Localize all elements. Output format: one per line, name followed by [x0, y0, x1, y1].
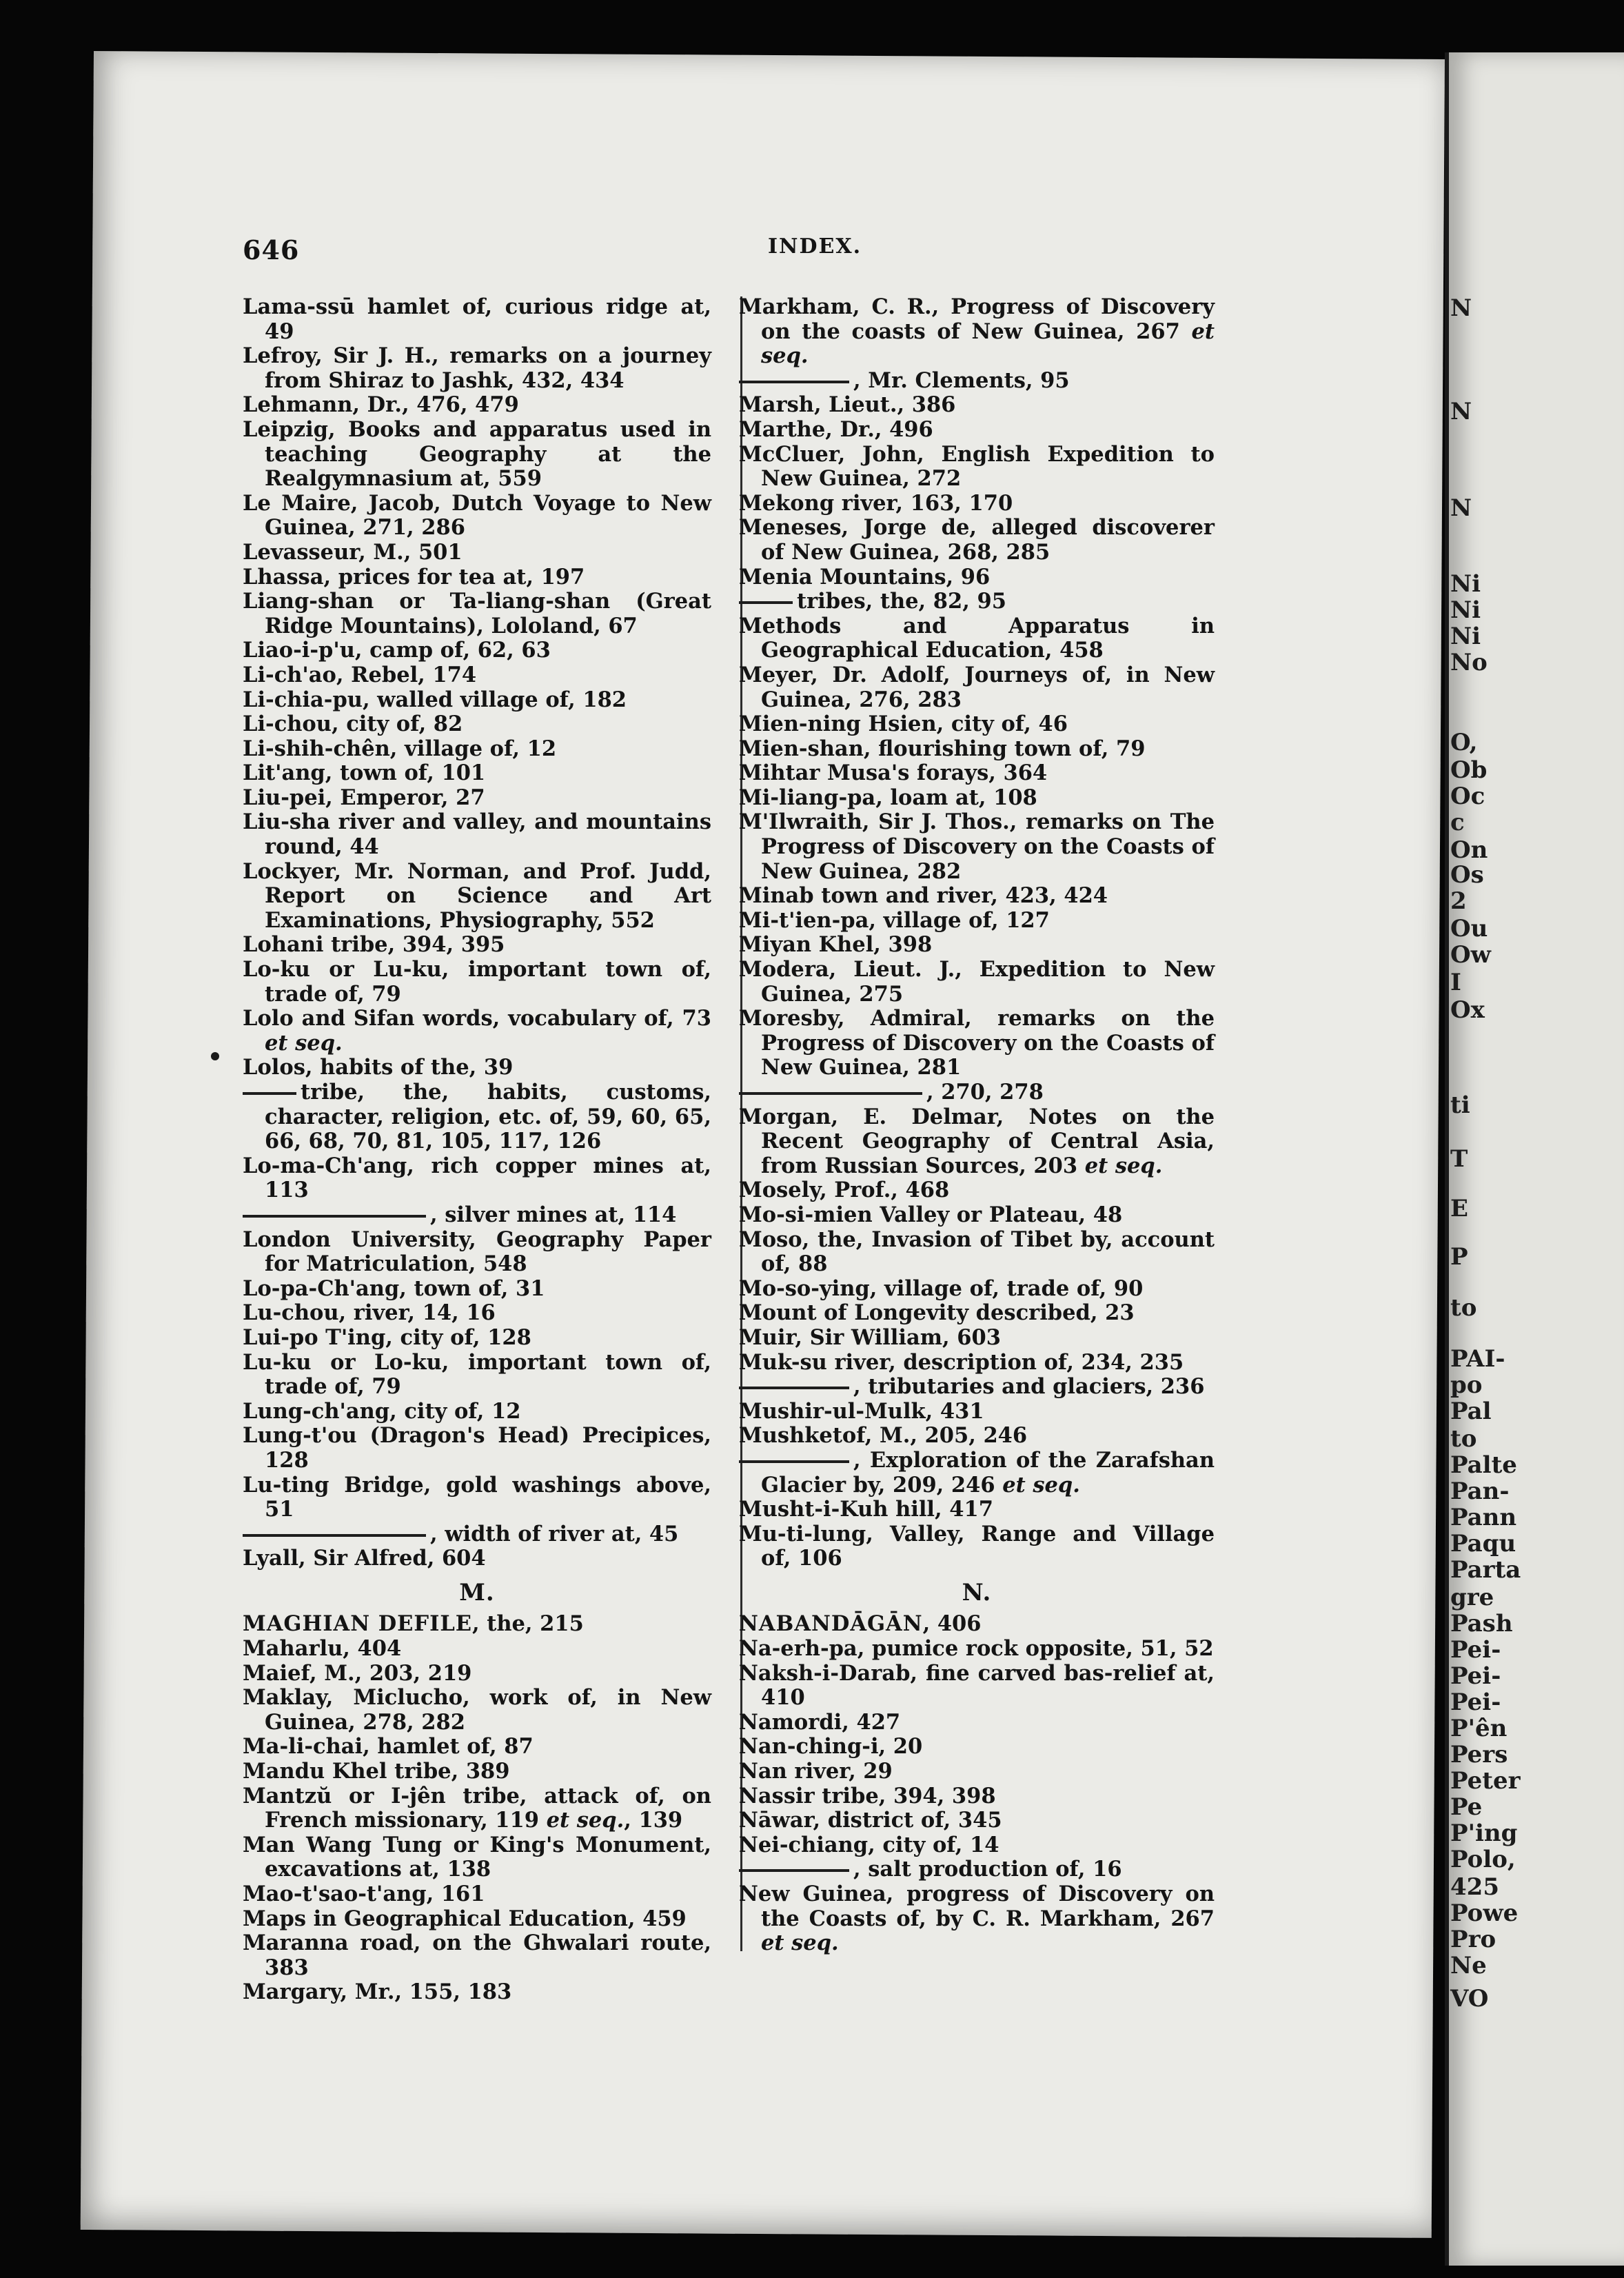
index-entry-text: Mihtar Musa's forays, 364	[739, 760, 1048, 786]
index-entry-text: Nan-ching-i, 20	[739, 1734, 923, 1760]
ditto-rule	[739, 601, 793, 604]
index-entry-text: Methods and Apparatus in Geographical Education, 458	[739, 613, 1215, 663]
index-entry	[739, 492, 1215, 516]
index-entry	[243, 1007, 711, 1056]
index-entry-text: Lolos, habits of the, 39	[243, 1055, 514, 1080]
index-entry-text: Lehmann, Dr., 476, 479	[243, 392, 519, 418]
index-entry	[739, 1203, 1215, 1228]
facing-page-fragment: Pe	[1450, 1793, 1483, 1821]
index-entry-text: Mu-ti-lung, Valley, Range and Village of, 106	[739, 1521, 1215, 1571]
index-entry	[243, 638, 711, 663]
facing-page-fragment: Os	[1450, 861, 1484, 889]
index-entry	[739, 1857, 1215, 1882]
ditto-rule	[739, 1092, 922, 1095]
index-entry-text: Lohani tribe, 394, 395	[243, 932, 505, 958]
facing-page-fragment: 425	[1450, 1873, 1499, 1901]
index-entry-text: Mi-t'ien-pa, village of, 127	[739, 907, 1050, 933]
facing-page-fragment: Pers	[1450, 1741, 1508, 1768]
index-entry	[243, 1080, 711, 1154]
facing-page-fragment: N	[1450, 294, 1472, 322]
index-entry	[739, 663, 1215, 712]
facing-page-fragment: Oc	[1450, 783, 1485, 810]
index-entry-text: Nei-chiang, city of, 14	[739, 1832, 999, 1857]
index-entry	[739, 1105, 1215, 1179]
index-entry	[739, 369, 1215, 394]
facing-page-fragment: Pei-	[1450, 1636, 1501, 1664]
index-entry-text: , tributaries and glaciers, 236	[853, 1374, 1205, 1400]
index-entry	[243, 1760, 711, 1784]
index-entry	[243, 1424, 711, 1473]
facing-page-fragment: T	[1450, 1145, 1468, 1173]
index-entry-text: Lui-po T'ing, city of, 128	[243, 1324, 531, 1350]
index-entry-text: Markham, C. R., Progress of Discovery on the coasts of New Guinea, 267 et seq.	[739, 294, 1215, 369]
index-column-left	[243, 295, 711, 2005]
index-entry-text: Morgan, E. Delmar, Notes on the Recent Geography of Central Asia, from Russian Sources, 203 et seq.	[739, 1104, 1215, 1178]
index-column-right	[739, 295, 1215, 1956]
facing-page-edge	[1445, 52, 1624, 2266]
index-entry-text: Muk-su river, description of, 234, 235	[739, 1349, 1184, 1375]
index-entry	[739, 1007, 1215, 1080]
index-entry-text: Liao-i-p'u, camp of, 62, 63	[243, 638, 551, 663]
index-entry-text: Le Maire, Jacob, Dutch Voyage to New Guinea, 271, 286	[243, 490, 711, 541]
index-entry	[739, 1424, 1215, 1449]
index-entry	[243, 1637, 711, 1662]
index-entry-text: Naksh-i-Darab, fine carved bas-relief at, 410	[739, 1660, 1215, 1711]
index-entry	[243, 1686, 711, 1735]
index-entry	[243, 860, 711, 934]
index-entry	[243, 786, 711, 811]
index-entry	[243, 958, 711, 1007]
facing-page-fragment: to	[1450, 1425, 1477, 1453]
index-entry-text: Mandu Khel tribe, 389	[243, 1759, 510, 1784]
facing-page-fragment: Powe	[1450, 1899, 1519, 1927]
index-entry	[739, 565, 1215, 590]
facing-page-fragment: Ox	[1450, 996, 1485, 1024]
index-entry-text: Mien-ning Hsien, city of, 46	[739, 712, 1068, 737]
facing-page-fragment: Polo,	[1450, 1846, 1516, 1873]
ditto-rule	[243, 1092, 296, 1095]
index-entry	[739, 443, 1215, 492]
index-entry-text: Mosely, Prof., 468	[739, 1178, 950, 1203]
index-entry	[739, 1637, 1215, 1662]
index-entry	[739, 418, 1215, 443]
index-entry-text: Lit'ang, town of, 101	[243, 760, 486, 786]
index-entry	[739, 1760, 1215, 1784]
index-entry	[739, 1449, 1215, 1498]
index-entry-text: Menia Mountains, 96	[739, 564, 991, 589]
index-entry-text: Mekong river, 163, 170	[739, 490, 1013, 516]
facing-page-fragment: Pann	[1450, 1504, 1517, 1531]
index-entry	[739, 1882, 1215, 1956]
index-entry-text: Mo-so-ying, village of, trade of, 90	[739, 1276, 1144, 1301]
index-entry	[243, 1882, 711, 1907]
index-entry-text: Nan river, 29	[739, 1759, 893, 1784]
index-entry	[739, 933, 1215, 958]
index-entry-text: Li-shih-chên, village of, 12	[243, 736, 557, 761]
index-entry	[243, 565, 711, 590]
index-entry-text: Modera, Lieut. J., Expedition to New Guinea, 275	[739, 957, 1215, 1007]
index-entry-text: Maranna road, on the Ghwalari route, 383	[243, 1931, 711, 1980]
index-entry-text: London University, Geography Paper for Matriculation, 548	[243, 1227, 711, 1277]
index-entry	[243, 295, 711, 344]
index-entry	[243, 1154, 711, 1203]
index-entry	[739, 1326, 1215, 1351]
index-entry-text: , width of river at, 45	[430, 1521, 679, 1546]
index-entry-text: tribe, the, habits, customs, character, religion, etc. of, 59, 60, 65, 66, 68, 70, 81, 105, 117, 126	[265, 1080, 711, 1154]
index-entry-text: Lung-ch'ang, city of, 12	[243, 1398, 521, 1424]
facing-page-fragment: Peter	[1450, 1767, 1521, 1795]
index-entry	[739, 1080, 1215, 1105]
index-entry-text: Lu-ting Bridge, gold washings above, 51	[243, 1472, 711, 1522]
index-entry-text: Levasseur, M., 501	[243, 539, 463, 565]
facing-page-fragment: PAI-	[1450, 1345, 1505, 1373]
index-entry-text: , 270, 278	[926, 1080, 1044, 1105]
facing-page-fragment: VO	[1450, 1985, 1489, 2013]
index-entry	[243, 418, 711, 492]
index-entry	[739, 393, 1215, 418]
index-entry	[243, 1546, 711, 1571]
index-entry-text: Lhassa, prices for tea at, 197	[243, 564, 585, 589]
facing-page-fragment: Paqu	[1450, 1530, 1516, 1558]
index-entry-text: Meneses, Jorge de, alleged discoverer of New Guinea, 268, 285	[739, 515, 1215, 565]
index-entry-text: Margary, Mr., 155, 183	[243, 1979, 512, 2005]
index-entry	[739, 295, 1215, 369]
index-entry-text: Mo-si-mien Valley or Plateau, 48	[739, 1202, 1123, 1227]
facing-page-fragment: Pro	[1450, 1926, 1496, 1953]
facing-page-fragment: Ni	[1450, 596, 1481, 624]
index-entry-text: Mount of Longevity described, 23	[739, 1300, 1135, 1326]
ditto-rule	[739, 1869, 849, 1872]
index-entry	[243, 1301, 711, 1326]
index-entry-text: , Mr. Clements, 95	[853, 367, 1070, 393]
index-entry	[739, 1351, 1215, 1375]
index-entry	[739, 1662, 1215, 1711]
index-entry-text: Marthe, Dr., 496	[739, 416, 933, 442]
index-entry	[243, 933, 711, 958]
index-entry	[243, 1228, 711, 1277]
index-entry-text: Lo-ma-Ch'ang, rich copper mines at, 113	[243, 1153, 711, 1203]
facing-page-fragment: I	[1450, 969, 1461, 996]
index-entry	[243, 1784, 711, 1833]
index-entry	[243, 589, 711, 638]
index-entry	[243, 1735, 711, 1760]
index-entry-text: Minab town and river, 423, 424	[739, 883, 1108, 909]
facing-page-fragment: Pash	[1450, 1610, 1513, 1637]
facing-page-fragment: P'ing	[1450, 1820, 1518, 1847]
section-letter-heading: N.	[962, 1578, 992, 1606]
index-entry	[243, 1473, 711, 1522]
index-entry	[739, 1375, 1215, 1400]
index-entry	[243, 1931, 711, 1980]
index-entry	[243, 393, 711, 418]
index-entry-text: McCluer, John, English Expedition to New Guinea, 272	[739, 441, 1215, 492]
index-entry-text: Mushketof, M., 205, 246	[739, 1423, 1028, 1449]
index-entry	[739, 1178, 1215, 1203]
facing-page-fragment: gre	[1450, 1584, 1494, 1611]
index-entry-text: Lo-pa-Ch'ang, town of, 31	[243, 1276, 545, 1301]
index-entry-text: Nāwar, district of, 345	[739, 1808, 1002, 1833]
index-entry-text: New Guinea, progress of Discovery on the Coasts of, by C. R. Markham, 267 et seq.	[739, 1882, 1215, 1956]
ditto-rule	[739, 1387, 849, 1389]
facing-page-fragment: O,	[1450, 729, 1478, 756]
index-entry	[739, 1277, 1215, 1302]
index-entry-text: , Exploration of the Zarafshan Glacier by, 209, 246 et seq.	[761, 1447, 1215, 1498]
index-entry	[739, 614, 1215, 663]
index-entry	[739, 712, 1215, 737]
facing-page-fragment: c	[1450, 809, 1465, 836]
index-entry	[739, 1301, 1215, 1326]
facing-page-fragment: Pal	[1450, 1398, 1492, 1425]
index-entry	[243, 1907, 711, 1932]
ditto-rule	[739, 381, 849, 383]
index-entry	[739, 1522, 1215, 1571]
index-entry	[243, 810, 711, 859]
facing-page-fragment: Ni	[1450, 570, 1481, 598]
facing-page-fragment: Ni	[1450, 623, 1481, 650]
index-entry-text: Li-chou, city of, 82	[243, 712, 463, 737]
index-entry-text: Maief, M., 203, 219	[243, 1660, 472, 1686]
index-entry-text: Namordi, 427	[739, 1709, 901, 1735]
index-entry	[739, 1228, 1215, 1277]
index-entry	[243, 712, 711, 737]
index-entry	[243, 1522, 711, 1547]
index-entry	[243, 663, 711, 688]
index-entry-text: MAGHIAN DEFILE, the, 215	[243, 1611, 584, 1637]
index-entry-text: Mantzŭ or I-jên tribe, attack of, on French missionary, 119 et seq., 139	[243, 1783, 711, 1833]
facing-page-fragment: Ob	[1450, 756, 1488, 784]
facing-page-fragment: to	[1450, 1294, 1477, 1322]
index-entry	[739, 1612, 1215, 1637]
ink-speck	[211, 1052, 219, 1060]
index-entry	[739, 909, 1215, 934]
index-entry-text: Musht-i-Kuh hill, 417	[739, 1497, 993, 1522]
index-entry-text: Nassir tribe, 394, 398	[739, 1783, 996, 1808]
index-entry	[243, 1612, 711, 1637]
index-entry-text: Mi-liang-pa, loam at, 108	[739, 785, 1037, 810]
index-entry	[739, 884, 1215, 909]
index-entry-text: Liu-sha river and valley, and mountains round, 44	[243, 809, 711, 860]
index-entry	[739, 810, 1215, 884]
index-entry-text: Lyall, Sir Alfred, 604	[243, 1546, 486, 1571]
facing-page-fragment: Pei-	[1450, 1689, 1501, 1716]
index-entry	[739, 1833, 1215, 1858]
facing-page-fragment: po	[1450, 1371, 1483, 1399]
index-entry	[243, 1400, 711, 1424]
index-entry-text: Lama-ssū hamlet of, curious ridge at, 49	[243, 294, 711, 344]
index-entry-text: Liu-pei, Emperor, 27	[243, 785, 485, 810]
index-entry-text: NABANDĀGĀN, 406	[739, 1611, 982, 1637]
index-entry	[739, 1400, 1215, 1424]
facing-page-fragment: Palte	[1450, 1451, 1517, 1479]
index-entry-text: Liang-shan or Ta-liang-shan (Great Ridge Mountains), Lololand, 67	[243, 589, 711, 638]
index-entry	[243, 1056, 711, 1080]
index-entry	[739, 737, 1215, 762]
facing-page-fragment: P	[1450, 1243, 1468, 1271]
facing-page-fragment: N	[1450, 494, 1472, 522]
facing-page-fragment: Ne	[1450, 1952, 1487, 1979]
index-entry-text: Maps in Geographical Education, 459	[243, 1906, 687, 1931]
index-entry-text: Meyer, Dr. Adolf, Journeys of, in New Guinea, 276, 283	[739, 662, 1215, 712]
facing-page-fragment: On	[1450, 836, 1488, 864]
index-entry-text: Leipzig, Books and apparatus used in teaching Geography at the Realgymnasium at, 559	[243, 416, 711, 492]
index-entry	[739, 761, 1215, 786]
index-entry-text: Moresby, Admiral, remarks on the Progress of Discovery on the Coasts of New Guinea, 281	[739, 1006, 1215, 1080]
index-entry-text: Miyan Khel, 398	[739, 932, 933, 958]
index-entry-text: Lung-t'ou (Dragon's Head) Precipices, 128	[243, 1423, 711, 1473]
facing-page-fragment: N	[1450, 398, 1472, 425]
index-entry-text: Lefroy, Sir J. H., remarks on a journey from Shiraz to Jashk, 432, 434	[243, 343, 711, 393]
ditto-rule	[243, 1215, 426, 1218]
index-entry-text: Lockyer, Mr. Norman, and Prof. Judd, Report on Science and Art Examinations, Physiography, 552	[243, 858, 711, 933]
facing-page-fragment: E	[1450, 1195, 1468, 1222]
index-entry-text: Lo-ku or Lu-ku, important town of, trade of, 79	[243, 957, 711, 1007]
index-entry-text: Li-ch'ao, Rebel, 174	[243, 662, 477, 687]
facing-page-fragment: Pei-	[1450, 1662, 1501, 1690]
index-entry-text: Ma-li-chai, hamlet of, 87	[243, 1734, 534, 1760]
index-entry-text: Moso, the, Invasion of Tibet by, account of, 88	[739, 1227, 1215, 1277]
index-entry-text: Muir, Sir William, 603	[739, 1324, 1001, 1350]
index-entry	[243, 1203, 711, 1228]
index-entry	[243, 761, 711, 786]
index-entry	[739, 589, 1215, 614]
index-entry	[243, 1833, 711, 1882]
index-entry-text: Lolo and Sifan words, vocabulary of, 73 et seq.	[243, 1006, 711, 1056]
index-entry-text: Man Wang Tung or King's Monument, excavations at, 138	[243, 1832, 711, 1882]
facing-page-fragment: No	[1450, 649, 1488, 676]
index-entry	[243, 344, 711, 393]
index-entry-text: Mushir-ul-Mulk, 431	[739, 1398, 984, 1424]
facing-page-fragment: P'ên	[1450, 1715, 1508, 1742]
index-entry	[243, 1326, 711, 1351]
index-entry	[243, 737, 711, 762]
facing-page-fragment: 2	[1450, 887, 1467, 915]
index-entry-text: , silver mines at, 114	[430, 1202, 677, 1227]
ditto-rule	[243, 1534, 426, 1537]
index-entry-text: tribes, the, 82, 95	[797, 589, 1006, 614]
index-entry-text: M'Ilwraith, Sir J. Thos., remarks on The Progress of Discovery on the Coasts of New Guinea, 282	[739, 809, 1215, 884]
index-entry-text: Maharlu, 404	[243, 1636, 402, 1662]
index-entry-text: Marsh, Lieut., 386	[739, 392, 956, 418]
index-entry	[739, 786, 1215, 811]
page-number: 646	[243, 234, 300, 265]
index-entry-text: Mao-t'sao-t'ang, 161	[243, 1882, 485, 1906]
index-entry-text: Mien-shan, flourishing town of, 79	[739, 736, 1146, 761]
index-entry	[739, 1735, 1215, 1760]
index-entry	[739, 1498, 1215, 1522]
index-entry	[243, 1662, 711, 1686]
facing-page-fragment: Ou	[1450, 915, 1488, 943]
index-entry	[739, 1784, 1215, 1809]
index-entry	[739, 1808, 1215, 1833]
index-entry-text: Lu-chou, river, 14, 16	[243, 1300, 496, 1326]
index-entry-text: Lu-ku or Lo-ku, important town of, trade of, 79	[243, 1349, 711, 1400]
facing-page-fragment: Ow	[1450, 941, 1491, 969]
section-letter-heading: M.	[459, 1578, 495, 1606]
page-title: INDEX.	[768, 234, 862, 259]
facing-page-fragment: Pan-	[1450, 1478, 1510, 1505]
index-entry	[739, 1711, 1215, 1735]
facing-page-fragment: ti	[1450, 1091, 1470, 1119]
ditto-rule	[739, 1460, 849, 1463]
index-entry	[243, 1351, 711, 1400]
index-entry	[243, 688, 711, 713]
index-entry	[243, 492, 711, 541]
index-entry-text: Maklay, Miclucho, work of, in New Guinea, 278, 282	[243, 1685, 711, 1735]
index-entry	[739, 958, 1215, 1007]
index-entry	[243, 1277, 711, 1302]
index-entry-text: , salt production of, 16	[853, 1857, 1122, 1882]
index-entry-text: Li-chia-pu, walled village of, 182	[243, 687, 627, 712]
facing-page-fragment: Parta	[1450, 1556, 1521, 1584]
index-entry-text: Na-erh-pa, pumice rock opposite, 51, 52	[739, 1636, 1214, 1662]
index-entry	[243, 541, 711, 565]
index-entry	[243, 1980, 711, 2005]
index-entry	[739, 516, 1215, 565]
